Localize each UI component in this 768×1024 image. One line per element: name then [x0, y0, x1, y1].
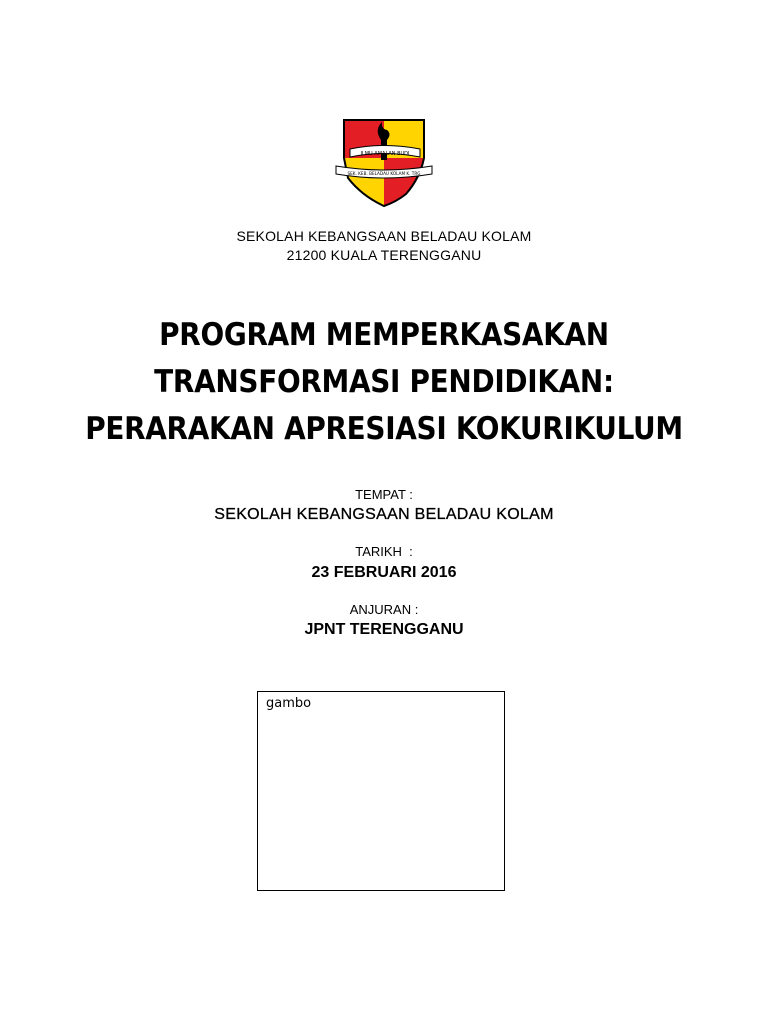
school-crest-logo: [334, 112, 434, 210]
organizer-value: JPNT TERENGGANU: [304, 621, 464, 638]
venue-value: SEKOLAH KEBANGSAAN BELADAU KOLAM: [214, 506, 554, 523]
photo-placeholder-text: gambo: [266, 696, 312, 711]
crest-quarter-red-bottom: [384, 158, 424, 206]
program-title-line-2: TRANSFORMASI PENDIDIKAN:: [154, 364, 614, 400]
date-label: TARIKH :: [355, 544, 413, 559]
school-name: SEKOLAH KEBANGSAAN BELADAU KOLAM: [236, 228, 532, 244]
banner-top-text: ILMU AMALAN BUDI: [360, 151, 410, 157]
organizer-label: ANJURAN :: [349, 602, 419, 617]
school-address: 21200 KUALA TERENGGANU: [286, 247, 482, 263]
date-value: 23 FEBRUARI 2016: [311, 564, 457, 581]
crest-banner-top: [350, 146, 420, 158]
program-title-line-3: PERARAKAN APRESIASI KOKURIKULUM: [85, 411, 683, 447]
photo-placeholder-box: [257, 691, 505, 891]
program-title-line-1: PROGRAM MEMPERKASAKAN: [159, 317, 609, 353]
banner-bottom-text: SEK. KEB. BELADAU KOLAM K. TRG: [347, 171, 421, 176]
venue-label: TEMPAT :: [355, 487, 413, 502]
